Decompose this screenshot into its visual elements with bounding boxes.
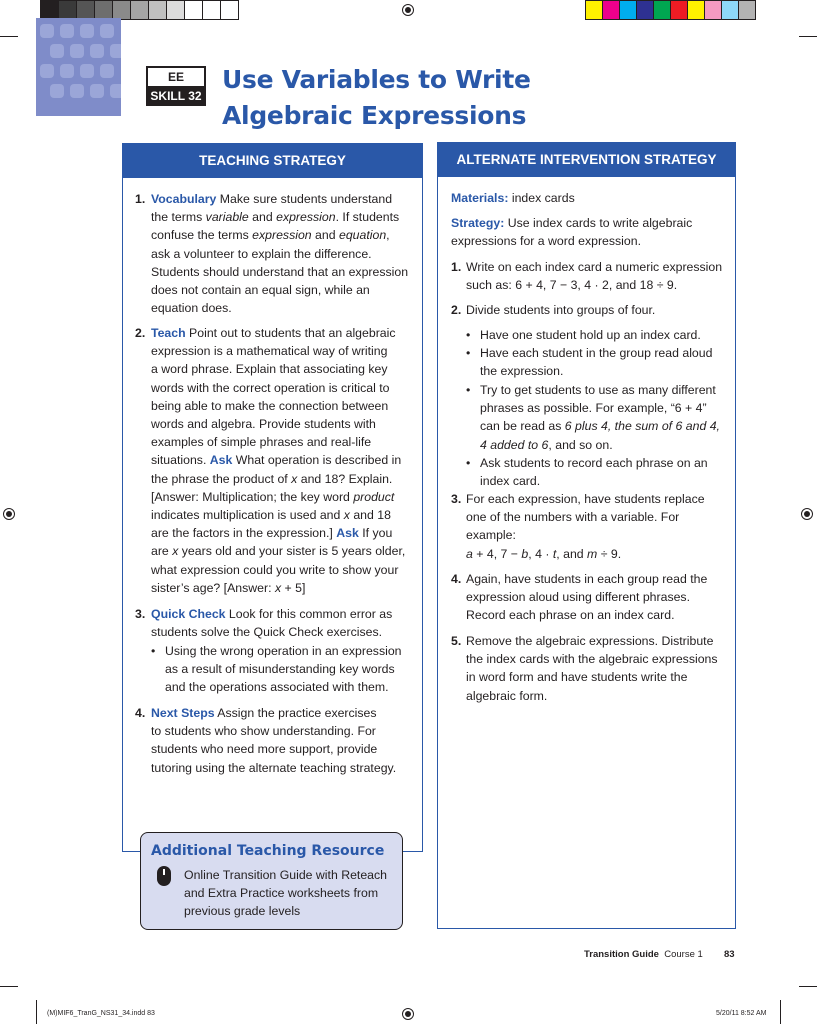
title-line-1: Use Variables to Write: [222, 65, 531, 94]
bullet-dot: •: [466, 456, 471, 470]
step-number: 4.: [451, 572, 462, 586]
computer-mouse-icon: [157, 866, 171, 886]
badge-strand: EE: [146, 66, 206, 86]
running-footer: [584, 949, 703, 960]
teaching-strategy-header: TEACHING STRATEGY: [122, 143, 423, 178]
slug-filename: (M)MIF6_TranG_NS31_34.indd 83: [47, 1010, 155, 1017]
bullet-dot: •: [466, 328, 471, 342]
teaching-item-teach: Teach Point out to students that an algebraic expression is a mathematical way of writing a word phrase. Explain that associating key words with the correct operation is critical to being able to make the connection between words and algebra. Provide students with examples of simple phrases and real-life situations. Ask What operation is described in the phrase the product of x and 18? Explain. [Answer: Multiplication; the key word product indicates multiplication is used and x and 18 are the factors in the expression.] Ask If you are x years old and your sister is 5 years older, what expression could you write to show your sister’s age? [Answer: x + 5]: [151, 326, 406, 595]
badge-skill-number: SKILL 32: [146, 86, 206, 106]
title-line-2: Algebraic Expressions: [222, 101, 527, 130]
footer-guide: Transition Guide: [584, 949, 659, 960]
step-2-bullet: Have each student in the group read aloud the expression.: [480, 346, 713, 379]
grayscale-color-bar: [40, 0, 239, 20]
item-number: 2.: [135, 326, 146, 340]
crop-mark: [799, 986, 817, 987]
teaching-item-next-steps: Next Steps Assign the practice exercises to students who show understanding. For students who need more support, provide tutoring using the alternate teaching strategy.: [151, 706, 397, 775]
teaching-item-vocabulary: Vocabulary Make sure students understand the terms variable and expression. If students confuse the terms expression and equation, ask a volunteer to explain the difference. Students should understand that an expression does not contain an equal sign, while an equation does.: [151, 192, 409, 316]
teaching-item-quick-check: Quick Check Look for this common error as students solve the Quick Check exercises.: [151, 607, 393, 640]
item-number: 1.: [135, 192, 146, 206]
skill-badge: [146, 66, 206, 106]
item-number: 3.: [135, 607, 146, 621]
footer-course: Course 1: [664, 949, 703, 960]
bullet-dot: •: [466, 383, 471, 397]
alternate-strategy-header: ALTERNATE INTERVENTION STRATEGY: [437, 142, 736, 177]
additional-resource-box: [140, 832, 403, 930]
step-number: 3.: [451, 492, 462, 506]
crop-mark: [0, 986, 18, 987]
alternate-step-5: Remove the algebraic expressions. Distribute the index cards with the algebraic expressions in word form and have students write the algebraic form.: [466, 634, 718, 703]
step-number: 2.: [451, 303, 462, 317]
slug-date: 5/20/11 8:52 AM: [716, 1010, 767, 1017]
decorative-pattern: [36, 18, 121, 116]
resource-title: Additional Teaching Resource: [151, 843, 385, 859]
alternate-step-1: Write on each index card a numeric expression such as: 6 + 4, 7 − 3, 4 · 2, and 18 ÷ 9.: [466, 260, 723, 293]
step-2-bullet: Have one student hold up an index card.: [480, 328, 701, 342]
process-color-bar: [585, 0, 756, 20]
registration-mark-icon: [401, 1007, 415, 1021]
registration-mark-icon: [800, 507, 814, 521]
alternate-step-4: Again, have students in each group read the expression aloud using different phrases. Record each phrase on an index card.: [466, 572, 708, 623]
quick-check-bullet: Using the wrong operation in an expression as a result of misunderstanding key words and the operations associated with them.: [165, 644, 402, 695]
bullet-dot: •: [151, 644, 156, 658]
step-2-bullet: Try to get students to use as many different phrases as possible. For example, “6 + 4” can be read as 6 plus 4, the sum of 6 and 4, 4 added to 6, and so on.: [480, 383, 720, 452]
item-number: 4.: [135, 706, 146, 720]
crop-mark: [0, 36, 18, 37]
page-number: 83: [724, 949, 735, 960]
page-title: [222, 62, 531, 134]
step-number: 5.: [451, 634, 462, 648]
crop-mark: [780, 1000, 781, 1024]
step-number: 1.: [451, 260, 462, 274]
materials-line: Materials: index cards: [451, 191, 575, 205]
step-2-bullet: Ask students to record each phrase on an index card.: [480, 456, 708, 489]
registration-mark-icon: [401, 3, 415, 17]
resource-text: Online Transition Guide with Reteach and Extra Practice worksheets from previous grade levels: [184, 868, 388, 919]
alternate-step-3: For each expression, have students replace one of the numbers with a variable. For example: a + 4, 7 − b, 4 · t, and m ÷ 9.: [466, 492, 705, 561]
strategy-line: Strategy: Use index cards to write algebraic expressions for a word expression.: [451, 216, 693, 249]
alternate-step-2: Divide students into groups of four.: [466, 303, 656, 317]
crop-mark: [799, 36, 817, 37]
bullet-dot: •: [466, 346, 471, 360]
crop-mark: [36, 1000, 37, 1024]
registration-mark-icon: [2, 507, 16, 521]
